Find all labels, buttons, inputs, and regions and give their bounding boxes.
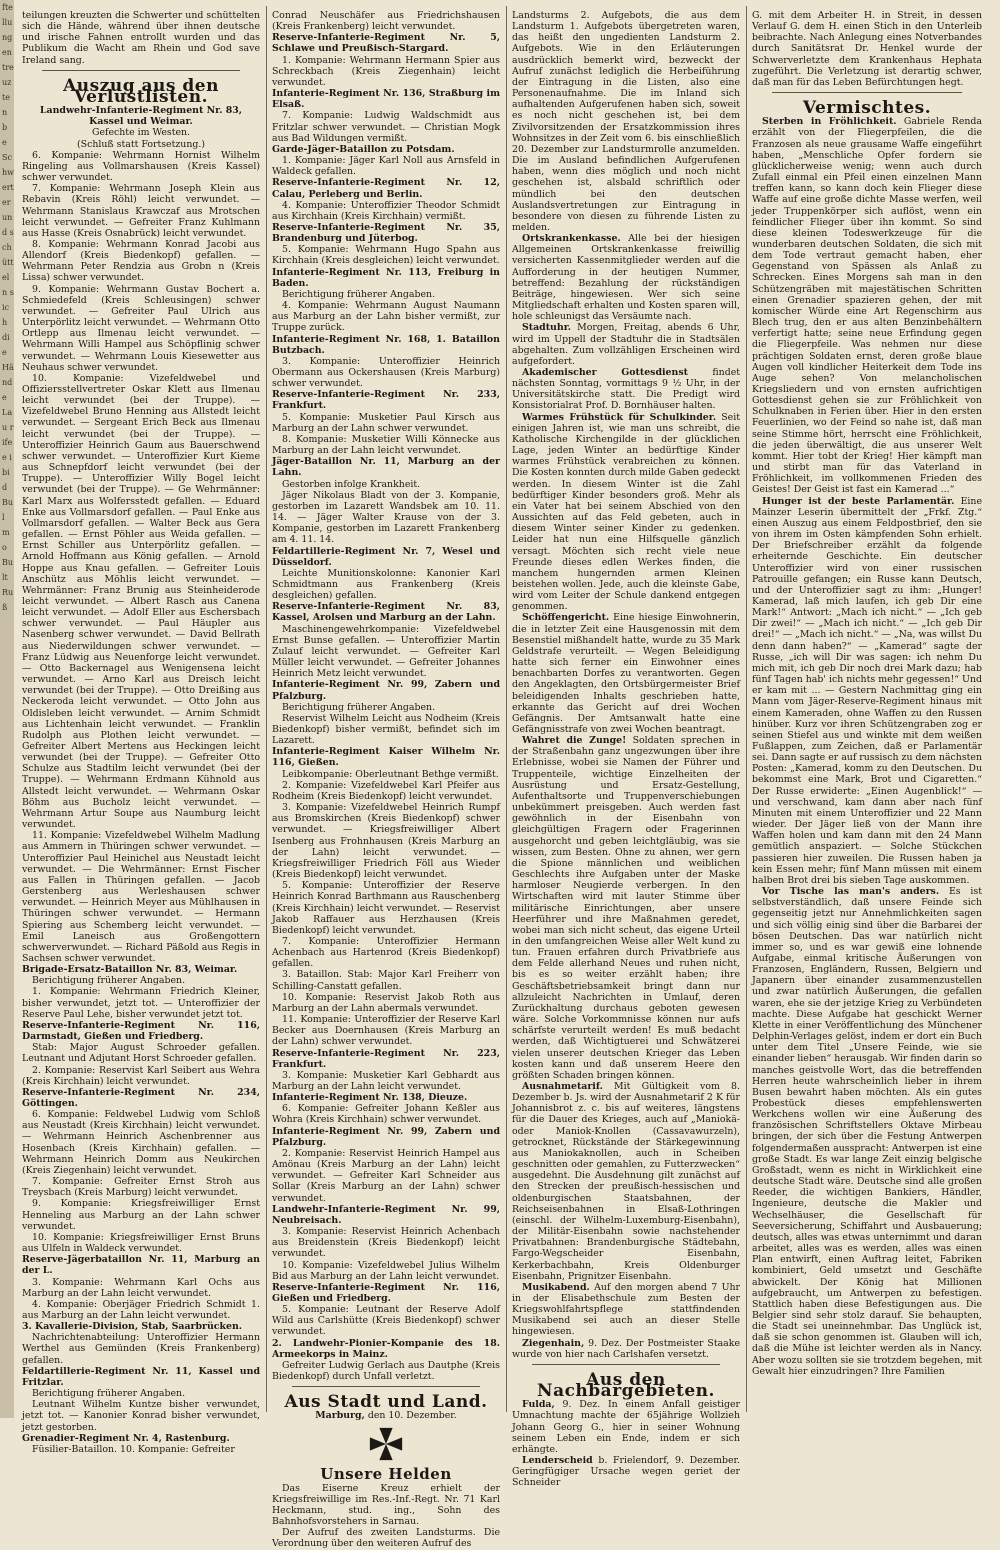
casualty-entry: Leibkompanie: Oberleutnant Bethge vermißt. [282, 768, 499, 780]
regiment-title: Garde-Jäger-Bataillon zu Potsdam. [272, 143, 455, 155]
casualty-entry: Nachrichtenabteilung: Unteroffizier Hermann Werthel aus Gemünden (Kreis Frankenberg) gefallen. [22, 1332, 260, 1366]
casualty-entry: 7. Kompanie: Unteroffizier Hermann Achenbach aus Hartenrod (Kreis Biedenkopf) gefallen. [272, 935, 500, 970]
casualty-entry: Conrad Neuschäfer aus Friedrichshausen (Kreis Frankenberg) leicht verwundet. [272, 10, 500, 33]
dateline-place: Marburg, [315, 1410, 365, 1422]
news-item: Vor Tische las man's anders. Es ist selbstverständlich, daß unsere Feinde sich gegenseitig jetzt nur Annehmlichkeiten sagen und sich völlig einig sind über die Barbarei der bösen Deutschen. Das war natürlich nicht immer so, und es war gewiß eine lohnende Aufgabe, einmal kritische Äußerungen von Franzosen, Engländern, Russen, Belgiern und Japanern über einander zusammenzustellen und zwar natürlich Äußerungen, die gefallen waren, ehe sie der jetzige Krieg zu Verbündeten machte. Diese Aufgabe hat geschickt Werner Klette in einer Veröffentlichung des Münchener Delphin-Verlages gelöst, indem er dort ein Buch unter dem Titel „Unsere Feinde, wie sie einander lieben“ herausgab. Wir finden darin so manches geistvolle Wort, das die betreffenden Herren heute wahrscheinlich lieber in ihrem Busen bewahrt haben möchten. Als ein gutes Probestück dieses empfehlenswerten Werkchens wollen wir eine Äußerung des französischen Schriftstellers Oktave Mirbeau bringen, der sich über die Festung Antwerpen folgendermaßen ausspracht: Antwerpen ist eine große Stadt. Es war lange Zeit einzig belgische Großstadt, wenn es nicht in Wirklichkeit eine deutsche Stadt wäre. Deutsche sind alle großen Reeder, die wichtigen Bankiers, Händler, Ingenieure, deutsche die Makler und Wechselhäuser, die Gesellschaft für Seeversicherung, Schiffahrt und Ausbauerung; deutsch, alles was etwas unternimmt und daran arbeitet, alles was es werden, alles was einen Plan entwirft, einen Auftrag leitet, Fabriken kombiniert, Geld umsetzt und Geschäfte abwickelt. Der König hat Millionen aufgebraucht, um Antwerpen zu befestigen. Stattlich haben diese Befestigungen aus. Die Belgier sind sehr stolz darauf. Sie behaupten, die Stadt sei uneinnehmbar. Das Unglück ist, daß sie schon genommen ist. Glauben will ich, daß die Mühe ist leichter werden als in Nancy. Aber wozu sollten sie sie trotzdem begehen, mit Gewalt hier einzudringen? Ihre Familien [752, 886, 982, 1377]
casualty-entry: Füsilier-Bataillon. 10. Kompanie: Gefreiter [32, 1443, 235, 1455]
neighbouring-areas-heading: Aus den Nachbargebieten. [537, 1369, 715, 1402]
casualty-entry: Berichtigung früherer Angaben. [32, 975, 186, 987]
casualty-entry: 1. Kompanie: Jäger Karl Noll aus Arnsfeld in Waldeck gefallen. [272, 155, 500, 178]
casualty-entry: Leichte Munitionskolonne: Kanonier Karl Schmidtmann aus Frankenberg (Kreis desgleichen) gefallen. [272, 567, 500, 602]
casualty-entry: 5. Kompanie: Unteroffizier der Reserve Heinrich Konrad Barthmann aus Rauschenberg (Kreis Kirchhain) leicht verwundet. — Reservist Jakob Raffauer aus Herzhausen (Kreis Biedenkopf) leicht verwundet. [272, 880, 500, 936]
casualty-entry: 9. Kompanie: Kriegsfreiwilliger Ernst Henneling aus Marburg an der Lahn schwer verwundet. [22, 1198, 260, 1232]
divider [292, 1386, 480, 1387]
casualty-entry: 3. Kompanie: Reservist Heinrich Achenbach aus Breidenstein (Kreis Biedenkopf) leicht verwundet. [272, 1226, 500, 1260]
column-1 [18, 0, 264, 1455]
casualty-entry: 10. Kompanie: Vizefeldwebel und Offiziersstellvertreter Oskar Klett aus Ilmenau leicht verwundet (bei der Truppe). — Vizefeldwebel Bruno Henning aus Allstedt leicht verwundet. — Sergeant Erich Beck aus Ilmenau leicht verwundet (bei der Truppe). — Unteroffizier Heinrich Gaum aus Bauerschwend schwer verwundet. — Unteroffizier Kurt Kieme aus Schnepfdorf leicht verwundet (bei der Truppe). — Unteroffizier Willy Bogel leicht verwundet (bei der Truppe). — Ge Wehrmänner: Karl Marx aus Wolfersstedt gefallen. — Eduard Enke aus Vollmarsdorf gefallen. — Paul Enke aus Vollmarsdorf gefallen. — Walter Beck aus Gera gefallen. — Ernst Pöhler aus Weida gefallen. — Ernst Schiller aus Unterpörlitz gefallen. — Arnold Hoffmann aus König gefallen. — Arnold Hoppe aus Knau gefallen. — Gefreiter Louis Anschütz aus Möhlis leicht verwundet. — Wehrmänner: Franz Brunig aus Steinheiderode leicht verwundet. — Albert Rasch aus Canena leicht verwundet. — Adolf Eller aus Eschersbach schwer verwundet. — Paul Häupler aus Nasenberg schwer verwundet. — David Bellrath aus Niederwildungen schwer verwundet. — Franz Lüdwig aus Neuenforge leicht verwundet. — Otto Backernagel aus Wenigensena leicht verwundet. — Arno Karl aus Dreisch leicht verwundet (bei der Truppe). — Otto Dreißing aus Neckeroda leicht verwundet. — Otto John aus Oldisleben leicht verwundet. — Arnim Schmidt aus Lichtenhain leicht verwundet. — Franklin Rudolph aus Plothen leicht verwundet. — Gefreiter Albert Mertens aus Heckingen leicht verwundet (bei der Truppe). — Gefreiter Otto Schulze aus Stadtilm leicht verwundet (bei der Truppe). — Wehrmann Erdmann Kühnold aus Allstedt leicht verwundet. — Wehrmann Oskar Böhm aus Bucholz leicht verwundet. — Wehrmann Artur Soupe aus Naumburg leicht verwundet. [22, 372, 260, 831]
regiment-title: Brigade-Ersatz-Bataillon Nr. 83, Weimar. [22, 964, 238, 976]
casualty-entry: 5. Kompanie: Musketier Paul Kirsch aus Marburg an der Lahn schwer verwundet. [272, 411, 500, 434]
casualty-entry: 2. Kompanie: Reservist Karl Seibert aus Wehra (Kreis Kirchhain) leicht verwundet. [22, 1064, 260, 1087]
casualty-entry: 8. Kompanie: Musketier Willi Könnecke aus Marburg an der Lahn leicht verwundet. [272, 433, 500, 457]
casualty-entry: 1. Kompanie: Wehrmann Friedrich Kleiner, bisher verwundet, jetzt tot. — Unteroffizier der Reserve Paul Lehe, bisher verwundet jetzt tot. [22, 986, 260, 1020]
regiment-title: Reserve-Infanterie-Regiment Nr. 116, Darmstadt, Gießen und Friedberg. [22, 1019, 260, 1043]
casualty-entry: 2. Kompanie: Reservist Heinrich Hampel aus Amönau (Kreis Marburg an der Lahn) leicht verwundet. — Gefreiter Karl Schneider aus Sollar (Kreis Marburg an der Lahn) schwer verwundet. [272, 1147, 500, 1204]
regiment-title: Feldartillerie-Regiment Nr. 11, Kassel und Fritzlar. [22, 1365, 260, 1388]
regiment-title: Feldartillerie-Regiment Nr. 7, Wesel und Düsseldorf. [272, 545, 500, 568]
regiment-title: Infanterie-Regiment Nr. 136, Straßburg im Elsaß. [272, 88, 500, 111]
casualty-entry: 3. Bataillon. Stab: Major Karl Freiherr von Schilling-Canstatt gefallen. [272, 969, 500, 992]
casualty-entry: Stab: Major August Schroeder gefallen. Leutnant und Adjutant Horst Schroeder gefallen. [22, 1042, 260, 1065]
section-subtitle: (Schluß statt Fortsetzung.) [77, 138, 205, 150]
regiment-title: 2. Landwehr-Pionier-Kompanie des 18. Armeekorps in Mainz. [272, 1337, 500, 1360]
regiment-title: Reserve-Infanterie-Regiment Nr. 5, Schlawe und Preußisch-Stargard. [272, 32, 500, 55]
column-rule [506, 6, 507, 1412]
regiment-title: 3. Kavallerie-Division, Stab, Saarbrücken. [22, 1321, 243, 1333]
heroes-subheading: Unsere Helden [320, 1464, 452, 1483]
regiment-title: Reserve-Infanterie-Regiment Nr. 223, Frankfurt. [272, 1047, 500, 1070]
casualty-entry: 2. Kompanie: Vizefeldwebel Karl Pfeifer aus Rodheim (Kreis Biedenkopf) leicht verwundet. [272, 779, 500, 802]
casualty-entry: 10. Kompanie: Kriegsfreiwilliger Ernst Bruns aus Ulfeln in Waldeck verwundet. [22, 1231, 260, 1255]
casualty-entry: 7. Kompanie: Wehrmann Joseph Klein aus Rebavin (Kreis Röhl) leicht verwundet. — Wehrmann Stanislaus Krawczaf aus Mrotschen leicht verwundet. — Gefreiter Franz Kuhlmann aus Hasse (Kreis Osnabrück) leicht verwundet. [22, 183, 260, 239]
news-item: Der Aufruf des zweiten Landsturms. Die Verordnung über den weiteren Aufruf des [272, 1527, 500, 1550]
news-item: Das Eiserne Kreuz erhielt der Kriegsfreiwillige im Res.-Inf.-Regt. Nr. 71 Karl Heckmann, stud. ing., Sohn des Bahnhofsvorstehers in Sarnau. [272, 1482, 500, 1528]
casualty-entry: 3. Kompanie: Musketier Karl Gebhardt aus Marburg an der Lahn leicht verwundet. [272, 1069, 500, 1092]
local-news-heading: Aus Stadt und Land. [284, 1392, 488, 1413]
casualty-entry: 7. Kompanie: Gefreiter Ernst Stroh aus Treysbach (Kreis Marburg) leicht verwundet. [22, 1176, 260, 1199]
column-rule [266, 6, 267, 1412]
casualty-entry: 5. Kompanie: Wehrmann Hugo Spahn aus Kirchhain (Kreis desgleichen) leicht verwundet. [272, 244, 500, 267]
casualty-entry: 10. Kompanie: Reservist Jakob Roth aus Marburg an der Lahn abermals verwundet. [272, 991, 500, 1014]
casualty-entry: 11. Kompanie: Unteroffizier der Reserve Karl Becker aus Doernhausen (Kreis Marburg an der Lahn) schwer verwundet. [272, 1014, 500, 1048]
casualty-entry: Berichtigung früherer Angaben. [32, 1388, 186, 1400]
dateline [272, 1410, 500, 1421]
casualty-entry: 6. Kompanie: Feldwebel Ludwig vom Schloß aus Neustadt (Kreis Kirchhain) leicht verwundet. — Wehrmann Heinrich Aschenbrenner aus Hosenbach (Kreis Kirchhain) gefallen. — Wehrmann Heinrich Domm aus Neukirchen (Kreis Ziegenhain) leicht verwundet. [22, 1109, 260, 1176]
casualty-entry: 4. Kompanie: Wehrmann August Naumann aus Marburg an der Lahn bisher vermißt, zur Truppe zurück. [272, 300, 500, 334]
news-item: Stadtuhr. Morgen, Freitag, abends 6 Uhr, wird im Uppell der Stadtuhr die in Stadtsälen abgehalten. Zum vollzähligen Erscheinen wird aufgefordert. [512, 322, 740, 367]
news-item: Ziegenhain, 9. Dez. Der Postmeister Staake wurde von hier nach Carlshafen versetzt. [512, 1337, 741, 1360]
divider [42, 70, 240, 71]
casualty-entry: 1. Kompanie: Wehrmann Hermann Spier aus Schreckbach (Kreis Ziegenhain) leicht verwundet. [272, 54, 500, 88]
casualty-entry: Gestorben infolge Krankheit. [282, 478, 421, 490]
casualty-entry: Gefreiter Ludwig Gerlach aus Dautphe (Kreis Biedenkopf) durch Unfall verletzt. [272, 1359, 500, 1383]
section-subtitle: Gefechte im Westen. [91, 127, 191, 139]
column-2 [268, 0, 504, 1550]
casualty-entry: 6. Kompanie: Wehrmann Hornist Wilhelm Ringeling aus Vollmarshausen (Kreis Kassel) schwer verwundet. [22, 149, 260, 184]
regiment-title: Reserve-Infanterie-Regiment Nr. 116, Gießen und Friedberg. [272, 1281, 500, 1304]
regiment-title: Landwehr-Infanterie-Regiment Nr. 99, Neubreisach. [272, 1203, 500, 1226]
regiment-title: Reserve-Infanterie-Regiment Nr. 35, Brandenburg und Jüterbog. [272, 221, 500, 245]
casualty-entry: 3. Kompanie: Wehrmann Karl Ochs aus Marburg an der Lahn leicht verwundet. [22, 1276, 260, 1299]
casualty-entry: 10. Kompanie: Vizefeldwebel Julius Wilhelm Bid aus Marburg an der Lahn leicht verwundet. [272, 1259, 500, 1282]
column-rule [746, 6, 747, 1412]
casualty-list-heading: Auszug aus den Verlustlisten. [63, 75, 219, 107]
regiment-title: Infanterie-Regiment Kaiser Wilhelm Nr. 116, Gießen. [272, 746, 500, 769]
regiment-title: Reserve-Infanterie-Regiment Nr. 83, Kassel, Arolsen und Marburg an der Lahn. [272, 601, 500, 624]
news-item: Fulda, 9. Dez. In einem Anfall geistiger Umnachtung machte der 65jährige Wollzieh Johann Georg G., hier in seiner Wohnung seinem Leben ein Ende, indem er sich erhängte. [512, 1399, 740, 1455]
casualty-entry: 7. Kompanie: Ludwig Waldschmidt aus Fritzlar schwer verwundet. — Christian Mogk aus Bad Wildungen vermißt. [272, 110, 500, 144]
casualty-entry: Berichtigung früherer Angaben. [282, 288, 436, 300]
news-item: Ortskrankenkasse. Alle bei der hiesigen Allgemeinen Ortskrankenkasse freiwillig versicherten Kassenmitglieder werden auf die Aufforderung in der heutigen Nummer, betreffend: Bezahlung der rückständigen Beiträge, hingewiesen. Wer sich seine Mitgliedschaft erhalten und Kosten sparen will, hole schleunigst das Versäumte nach. [512, 233, 740, 323]
news-item: Sterben in Fröhlichkeit. Gabriele Renda erzählt von der Fliegerpfeilen, die die Franzosen als neue grausame Waffe eingeführt haben, „Menschliche Opfer fordern sie glücklicherweise wenig; wenn auch durch Zufall einmal ein Pfeil einen einzelnen Mann treffen kann, so kann doch kein Flieger diese Waffe auf eine große dichte Masse werfen, weil jeder Truppenkörper sich auflöst, wenn ein feindlicher Flieger über ihn kommt. So sind diese kleinen Todeswerkzeuge für die wunderbaren deutschen Soldaten, die sich mit dem Tode vertraut gemacht haben, eher Gegenstand von Spässen als Anlaß zu Schrecken. Eines Morgens sah man in den Schützengräben mit majestätischen Schritten einen Grenadier spazieren gehen, der mit komischer Würde eine Art Regenschirm aus Blech trug, den er aus alten Benzinbehältern verfertigt hatte; seine neue Erfindung gegen die Fliegerpfeile. Was nehmen nur diese prächtigen Soldaten ernst, deren große blaue Augen voll kindlicher Heiterkeit dem Tode ins Auge sehen? Von melancholischen Kriegsliedern und von ernsten aufrichtigen Gottesdienst gehen sie zur Fröhlichkeit von Schulknaben in Ferien über. Hier in den ersten Feuerlinien, wo der Feind so nahe ist, daß man seine Stimme hört, herrscht eine Fröhlichkeit, die jeden überwältigt, die aus unserer Welt kommt. Hier tobt der Krieg! Hier kämpft man und stirbt man für das Vaterland in Fröhlichkeit, im vollkommenen Frieden des Geistes! Der Geist ist fast ein Kamerad ...“ [752, 116, 982, 496]
casualty-entry: Leutnant Wilhelm Kuntze bisher verwundet, jetzt tot. — Kanonier Konrad bisher verwundet, jetzt gestorben. [22, 1399, 260, 1433]
news-item: Landsturms 2. Aufgebots, die aus dem Landsturm 1. Aufgebots übergetreten waren, das heißt den ungedienten Landsturm 2. Aufgebots. Wie in den Erläuterungen ausdrücklich bemerkt wird, bezweckt der Aufruf zunächst lediglich die Herbeiführung der Eintragung in die Listen, also eine Personenaufnahme. Die im Inland sich aufhaltenden Aufgerufenen haben sich, soweit es noch nicht geschehen ist, bei dem Zivilvorsitzenden der Ersatzkommission ihres Wohnsitzes in der Zeit vom 6. bis einschließlich 20. Dezember zur Landsturmrolle anzumelden. Die im Ausland befindlichen Aufgerufenen haben, wenn dies möglich und noch nicht geschehen ist, alsbald schriftlich oder mündlich bei den deutschen Auslandsvertretungen zur Eintragung in besondere von diesen zu führende Listen zu melden. [512, 10, 740, 233]
edge-cutoff-text: ftellungen treuzten b e Schwerter und schütteln sich die Hände Lau rifee ibid Bul mo Bult Ruß [2, 3, 14, 612]
regiment-title: Infanterie-Regiment Nr. 99, Zabern und Pfalzburg. [272, 679, 500, 702]
regiment-title: Reserve-Jägerbataillon Nr. 11, Marburg an der L. [22, 1254, 260, 1277]
column-3 [508, 0, 744, 1489]
casualty-entry: Jäger Nikolaus Bladt von der 3. Kompanie, gestorben im Lazarett Wandsbek am 10. 11. 14. — Jäger Walter Krause von der 3. Kompanie, gestorben im Lazarett Frankenberg am 4. 11. 14. [272, 489, 500, 546]
news-item: Wahret die Zunge! Soldaten sprechen in der Straßenbahn ganz ungezwungen über ihre Erlebnisse, wobei sie Namen der Führer und Truppenteile, wichtige Einzelheiten der Ausrüstung und Ersatz-Gestellung, Aufenthaltsorte und Truppenverschiebungen unbekümmert preisgeben. Auch werden fast gewöhnlich in der Eisenbahn von gleichgültigen Fragern oder Fragerinnen ausgehorcht und geben leichtgläubig, was sie wissen, zum Besten. Ohne zu ahnen, wer gern die Spione männlichen und weiblichen Geschlechts ihre Aufgaben unter der Maske harmloser Neugierde verbergen. In den Wirtschaften wird mit lauter Stimme über militärische Einrichtungen, aber unsere Heerführer und ihre Maßnahmen geredet, wobei man sich nicht scheut, das eigene Urteil in den umfangreichen Weise aller Welt kund zu tun. Frauen erfahren durch Privatbriefe aus dem Felde allerhand Neues und ruhen nicht, bis es so weiter erzählt haben; ihre Geschäftsbetriebsamkeit bringt dann nur allzuleicht Nachrichten in Umlauf, deren Zurückhaltung durchaus geboten gewesen wäre. Solche Vorkommnisse können nur aufs schärfste verurteilt werden! Es muß bedacht werden, daß Wichtigtuerei und Schwätzerei vielen unserer deutschen Krieger das Leben kosten kann und daß unserem Heere den größten Schaden bringen können. [512, 735, 740, 1081]
casualty-entry: 8. Kompanie: Wehrmann Konrad Jacobi aus Allendorf (Kreis Biedenkopf) gefallen. — Wehrmann Peter Rendzia aus Grobn n (Kreis Lissa) schwer verwundet. [22, 238, 260, 284]
news-item: Hunger ist der beste Parlamentär. Eine Mainzer Leserin übermittelt der „Frkf. Ztg.“ einen Auszug aus einem Feldpostbrief, den sie von ihrem im Osten kämpfenden Sohn erhielt. Der Briefschreiber erzählt da folgende erheiternde Geschichte. Ein deutscher Unteroffizier wird von einer russischen Patrouille gefangen; ein Russe kann Deutsch, und der Unteroffizier sagt zu ihm: „Hunger! Kamerad, laß mich laufen, ich geb Dir eine Mark!“ Antwort: „Mach ich nicht.“ — „Ich geb Dir zwei!“ — „Mach ich nicht.“ — „Ich geb Dir drei!“ — „Mach ich nicht.“ — „Na, was willst Du denn dann haben?“ — „Kamerad“ sagte der Russe, „ich will Dir was sagen: ich nehm Du mich mit, ich geb Dir noch drei Mark dazu; hab fünf Tagen hab' ich nichts mehr gegessen!“ Und er kam mit ... — Gestern Nachmittag ging ein Mann vom Jäger-Reserve-Regiment hinaus mit einem Kameraden, ohne Waffen zu den Russen hinüber. Kurz vor ihren Schützengraben zog er seinen Stiefel aus und winkte mit dem weißen Fußlappen, zum Zeichen, daß er Parlamentär sei. Dann sagte er auf russisch zu dem nächsten Posten: „Kamerad, komm zu den Deutschen. Du bekommst eine Mark, Brot und Cigaretten.“ Der Russe erwiderte: „Einen Augenblick!“ — und verschwand, kam dann aber nach fünf Minuten mit einem Unteroffizier und 22 Mann wieder. Der Jäger ließ von der Mann ihre Waffen holen und kam dann mit den 24 Mann gemütlich anspaziert. — Solche Stückchen passieren hier zuweilen. Die Russen haben ja kein Essen mehr; fünf Mann müssen mit einem halben Brot drei bis sieben Tage auskommen. [752, 495, 982, 886]
dateline-date: den 10. Dezember. [367, 1410, 457, 1422]
casualty-entry: 11. Kompanie: Vizefeldwebel Wilhelm Madlung aus Ammern in Thüringen schwer verwundet. — Unteroffizier Paul Heinichel aus Neustadt leicht verwundet. — Die Wehrmänner: Ernst Fischer aus Fallen in Thüringen gefallen. — Jacob Gerstenberg aus Werleshausen schwer verwundet. — Heinrich Meyer aus Mühlhausen in Thüringen schwer verwundet. — Hermann Spiering aus Schemberg leicht verwundet. — Emil Laneisch aus Großengottern schwerverwundet. — Richard Päßold aus Regis in Sachsen schwer verwundet. [22, 830, 260, 964]
column-4 [748, 0, 986, 1418]
regiment-title: Infanterie-Regiment Nr. 168, 1. Bataillon Butzbach. [272, 333, 500, 356]
casualty-entry: 4. Kompanie: Unteroffizier Theodor Schmidt aus Kirchhain (Kreis Kirchhain) vermißt. [272, 199, 500, 222]
casualty-entry: Maschinengewehrkompanie: Vizefeldwebel Ernst Bunse gefallen. — Unteroffizier Martin Zulauf leicht verwundet. — Gefreiter Karl Müller leicht verwundet. — Gefreiter Johannes Heinrich Metz leicht verwundet. [272, 623, 500, 680]
news-item: G. mit dem Arbeiter H. in Streit, in dessen Verlauf G. dem H. einen Stich in den Unterleib beibrachte. Nach Anlegung eines Notverbandes durch Sanitätsrat Dr. Henkel wurde der Schwerverletzte dem Krankenhaus Hephata zugeführt. Die Verletzung ist derartig schwer, daß man für das Leben Befürchtungen hegt. [752, 10, 982, 88]
news-item: Musikabend. Auf den morgen abend 7 Uhr in der Elisabethschule zum Besten der Kriegswohlfahrtspflege stattfindenden Musikabend sei auch an dieser Stelle hingewiesen. [512, 1281, 740, 1338]
miscellaneous-heading: Vermischtes. [802, 98, 932, 119]
casualty-entry: 3. Kompanie: Unteroffizier Heinrich Obermann aus Ockershausen (Kreis Marburg) schwer verwundet. [272, 355, 500, 390]
regiment-title: Reserve-Infanterie-Regiment Nr. 234, Göttingen. [22, 1086, 260, 1109]
regiment-title: Reserve-Infanterie-Regiment Nr. 233, Frankfurt. [272, 389, 500, 412]
regiment-title: Infanterie-Regiment Nr. 138, Dieuze. [272, 1092, 468, 1104]
casualty-entry: 3. Kompanie: Vizefeldwebel Heinrich Rumpf aus Bromskirchen (Kreis Biedenkopf) schwer verwundet. — Kriegsfreiwilliger Albert Isenberg aus Frohnhausen (Kreis Marburg an der Lahn) leicht verwundet. — Kriegsfreiwilliger Friedrich Föll aus Wieder (Kreis Biedenkopf) leicht verwundet. [272, 802, 500, 881]
regiment-title: Jäger-Bataillon Nr. 11, Marburg an der Lahn. [272, 456, 500, 479]
divider [772, 92, 962, 93]
news-item: Akademischer Gottesdienst findet nächsten Sonntag, vormittags 9 ½ Uhr, in der Universitätskirche statt. Die Predigt wird Konsistorialrat Prof. D. Bornhäuser halten. [512, 367, 741, 412]
iron-cross-icon [363, 1425, 409, 1463]
casualty-entry: 5. Kompanie: Leutnant der Reserve Adolf Wild aus Carlshütte (Kreis Biedenkopf) schwer verwundet. [272, 1304, 500, 1338]
regiment-title: Infanterie-Regiment Nr. 99, Zabern und Pfalzburg. [272, 1125, 500, 1148]
regiment-title: Infanterie-Regiment Nr. 113, Freiburg in Baden. [272, 266, 500, 289]
news-item: Schöffengericht. Eine hiesige Einwohnerin, die in letzter Zeit eine Hausgenossin mit dem Besenstiel mißhandelt hatte, wurde zu 35 Mark Geldstrafe verurteilt. — Wegen Beleidigung hatte sich ferner ein Einwohner eines benachbarten Dorfes zu verantworten. Gegen den Angeklagten, den Ortsbürgermeister Brief beleidigenden Inhalts geschrieben hatte, erkannte das Gericht auf drei Wochen Gefängnis. Der Amtsanwalt hatte eine Gefängnisstrafe von zwei Wochen beantragt. [512, 612, 740, 735]
col1-intro: teilungen kreuzten die Schwerter und schüttelten sich die Hände, während über ihnen deutsche und irische Fahnen entrollt wurden und das Publikum die Wacht am Rhein und God save Ireland sang. [22, 10, 260, 66]
regiment-title: Landwehr-Infanterie-Regiment Nr. 83, Kassel und Weimar. [39, 105, 243, 128]
news-item: Warmes Frühstück für Schulkinder. Seit einigen Jahren ist, wie man uns schreibt, die Katholische Kirchengilde in der glücklichen Lage, jeden Winter an bedürftige Kinder warmes Frühstück verabreichen zu können. Die Kosten konnten durch milde Gaben gedeckt werden. In diesem Winter ist die Zahl bedürftiger Kinder besonders groß. Mehr als ein Vater hat bei seinem Abschied von den Aussichten auf das Feld gebeten, auch in diesem Winter seiner Kinder zu gedenken. Leider hat nun eine Hilfsquelle gänzlich versagt. Möchten sich recht viele neue Freunde dieses edlen Werkes finden, die manchem hungernden armen Kleinen beistehen wollen. Jede, auch die kleinste Gabe, wird vom Leiter der Schule dankend entgegen genommen. [512, 411, 740, 613]
divider [532, 1364, 720, 1365]
casualty-entry: Berichtigung früherer Angaben. [282, 701, 436, 713]
news-item: Lenderscheid b. Frielendorf, 9. Dezember. Geringfügiger Ursache wegen geriet der Schneider [512, 1455, 740, 1489]
news-item: Ausnahmetarif. Mit Gültigkeit vom 8. Dezember b. Js. wird der Ausnahmetarif 2 K für Johannisbrot z. c. bis auf weiteres, längstens für die Dauer des Krieges, auch auf „Maniokä- oder Maniok-Knollen (Cassavawurzeln), getrocknet, Rückstände der Stärkegewinnung aus Maniokaknollen, auch in Scheiben geschnitten oder gemahlen, zu Futterzwecken“ ausgedehnt. Die Ausdehnung gilt zunächst auf den Strecken der preußisch-hessischen und oldenburgischen Staatsbahnen, der Reichseisenbahnen in Elsaß-Lothringen (einschl. der Wilhelm-Luxemburg-Eisenbahn), der Militär-Eisenbahn sowie nachstehender Privatbahnen: Brandenburgische Städtebahn, Fargo-Wegscheider Eisenbahn, Kerkerbachbahn, Kreis Oldenburger Eisenbahn, Prignitzer Eisenbahn. [512, 1081, 740, 1282]
casualty-entry: 4. Kompanie: Oberjäger Friedrich Schmidt 1. aus Marburg an der Lahn leicht verwundet. [22, 1298, 260, 1321]
casualty-entry: 9. Kompanie: Wehrmann Gustav Bochert a. Schmiedefeld (Kreis Schleusingen) schwer verwundet. — Gefreiter Paul Ulrich aus Unterpörlitz leicht verwundet. — Wehrmann Otto Ortlepp aus Ilmenau leicht verwundet. — Wehrmann Willi Hampel aus Schöpflinig schwer verwundet. — Wehrmann Louis Kiesewetter aus Neuhaus schwer verwundet. [22, 283, 260, 373]
regiment-title: Reserve-Infanterie-Regiment Nr. 12, Calau, Perleberg und Berlin. [272, 177, 500, 200]
page-binding-edge [0, 0, 14, 1418]
regiment-title: Grenadier-Regiment Nr. 4, Rastenburg. [22, 1432, 230, 1444]
casualty-entry: 6. Kompanie: Gefreiter Johann Keßler aus Wohra (Kreis Kirchhain) schwer verwundet. [272, 1103, 500, 1126]
casualty-entry: Reservist Wilhelm Leicht aus Nodheim (Kreis Biedenkopf) bisher vermißt, befindet sich im Lazarett. [272, 712, 500, 747]
